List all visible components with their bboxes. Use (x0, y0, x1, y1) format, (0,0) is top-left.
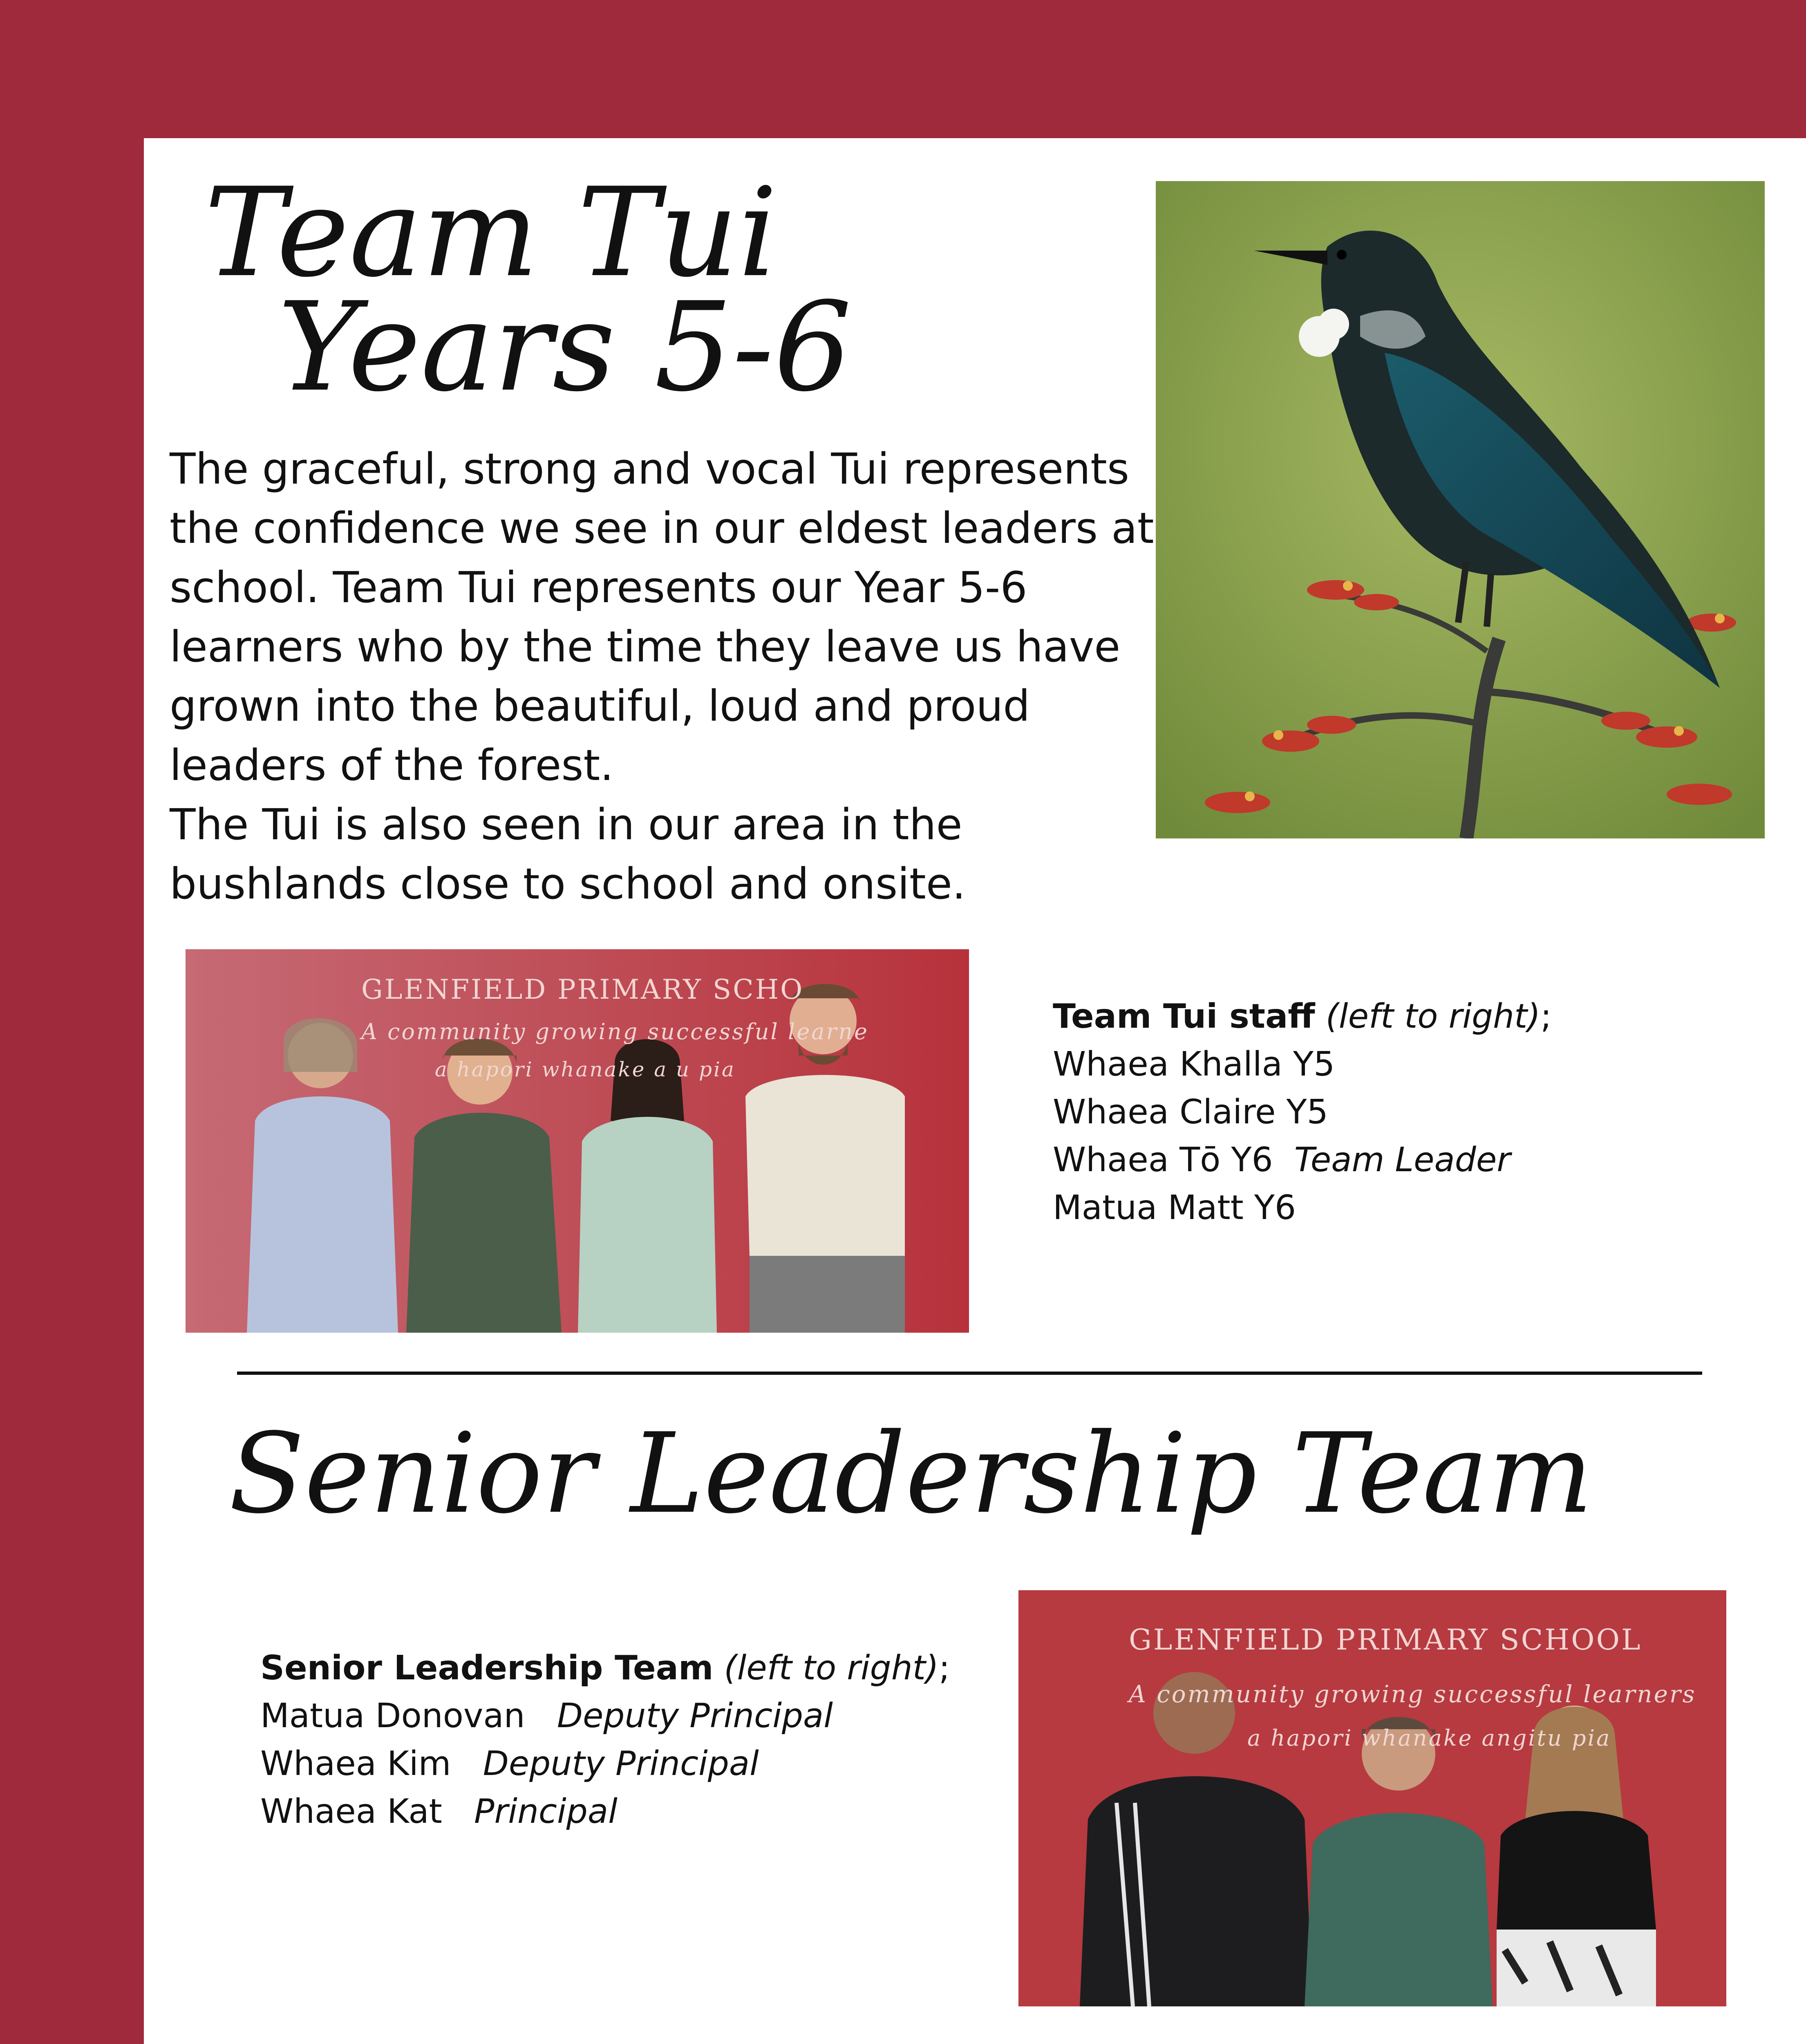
tui-title-line1: Team Tui (204, 161, 778, 304)
tui-staff-row: Whaea Claire Y5 (1053, 1093, 1328, 1132)
slt-staff-row: Matua Donovan Deputy Principal (260, 1697, 833, 1735)
tui-title-line2: Years 5-6 (278, 276, 852, 419)
slt-photo-wall-line3: a hapori whanake angitu pia (1247, 1725, 1611, 1751)
tui-bird-photo (1156, 181, 1765, 838)
slt-photo-wall-line2: A community growing successful learners (1129, 1680, 1696, 1708)
slt-staff-caption (260, 1644, 996, 1836)
tui-description: The graceful, strong and vocal Tui represents the confidence we see in our eldest leaders at school. Team Tui represents our Year 5-6 learners who by the time they leave us have grown into the beautiful, loud and proud leaders of the forest. The Tui is also seen in our area in the bushlands close to school and onsite. (170, 444, 1154, 909)
tui-staff-row: Whaea Tō Y6 Team Leader (1053, 1141, 1511, 1179)
slt-staff-row: Whaea Kat Principal (260, 1792, 618, 1831)
tui-staff-row: Whaea Khalla Y5 (1053, 1045, 1335, 1084)
slt-photo-wall-line1: GLENFIELD PRIMARY SCHOOL (1129, 1623, 1642, 1656)
slt-staff-heading: Senior Leadership Team (left to right); (260, 1649, 950, 1688)
tui-staff-row: Matua Matt Y6 (1053, 1188, 1296, 1227)
tui-staff-heading: Team Tui staff (left to right); (1053, 997, 1552, 1036)
tui-staff-caption (1053, 993, 1584, 1232)
slt-staff-row: Whaea Kim Deputy Principal (260, 1744, 759, 1783)
tui-staff-photo (186, 949, 969, 1333)
tui-photo-wall-line1: GLENFIELD PRIMARY SCHO (361, 974, 804, 1005)
tui-photo-wall-line2: A community growing successful learne (361, 1019, 869, 1044)
tui-photo-wall-line3: a hapori whanake a u pia (435, 1058, 736, 1081)
slt-title: Senior Leadership Team (229, 1409, 1593, 1538)
section-divider (237, 1372, 1702, 1375)
slt-photo (1018, 1590, 1726, 2006)
